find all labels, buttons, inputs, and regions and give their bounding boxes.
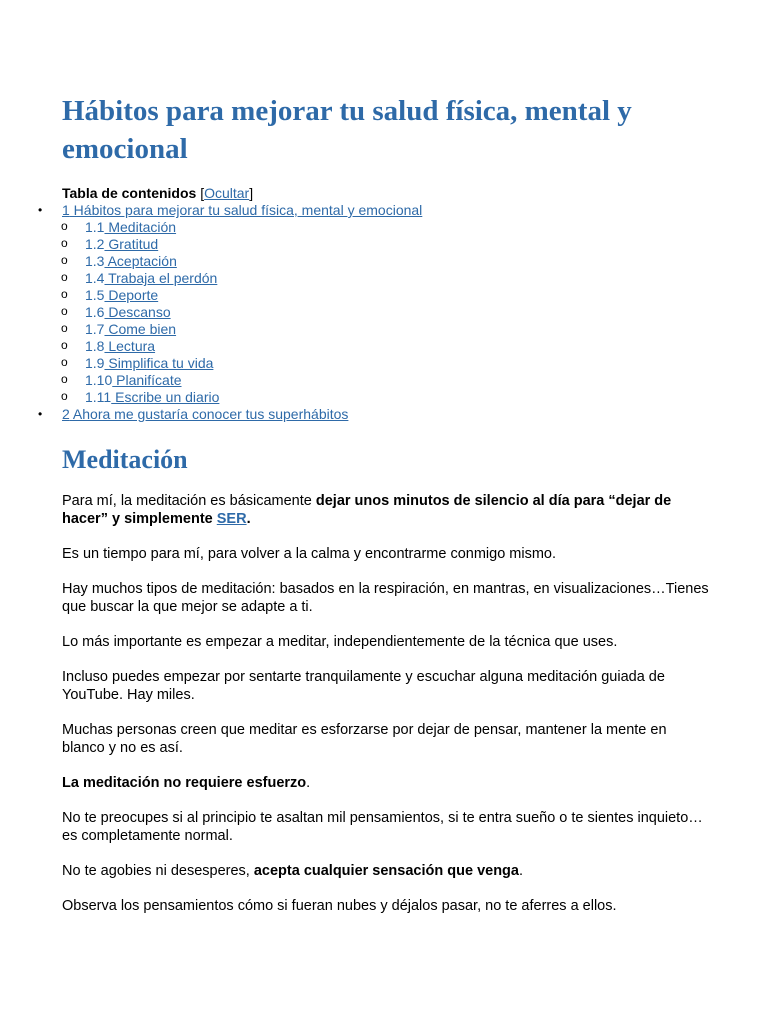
toc-item-2 bbox=[62, 406, 702, 423]
ser-link[interactable]: SER bbox=[216, 511, 247, 527]
toc-number: 1.8 bbox=[85, 338, 105, 354]
toc-hide-link[interactable]: Ocultar bbox=[204, 185, 250, 201]
toc-link-planificate[interactable]: Planifícate bbox=[112, 372, 182, 388]
toc-number: 1.10 bbox=[85, 372, 113, 388]
section-body bbox=[62, 492, 712, 932]
toc-link-simplifica[interactable]: Simplifica tu vida bbox=[104, 355, 214, 371]
toc-toggle-bracket-close: ] bbox=[249, 185, 254, 201]
paragraph: Hay muchos tipos de meditación: basados en la respiración, en mantras, en visualizaciones…Tienes que buscar la que mejor se adapte a ti. bbox=[62, 581, 709, 615]
toc-toggle-bracket-open: [ bbox=[200, 185, 205, 201]
paragraph: Muchas personas creen que meditar es esforzarse por dejar de pensar, mantener la mente en blanco y no es así. bbox=[62, 722, 667, 756]
toc-number: 1.11 bbox=[85, 389, 112, 405]
paragraph-text: No te agobies ni desesperes, bbox=[62, 863, 254, 879]
toc-number: 1 bbox=[62, 202, 70, 218]
toc-number: 1.1 bbox=[85, 219, 105, 235]
toc-link-diario[interactable]: Escribe un diario bbox=[111, 389, 220, 405]
toc-subitem-1-7 bbox=[62, 321, 702, 338]
toc-number: 1.3 bbox=[85, 253, 105, 269]
paragraph bbox=[62, 774, 712, 792]
paragraph: No te preocupes si al principio te asaltan mil pensamientos, si te entra sueño o te sientes inquieto…es completamente normal. bbox=[62, 810, 703, 844]
toc-number: 2 bbox=[62, 406, 70, 422]
toc-subitem-1-4 bbox=[62, 270, 702, 287]
toc-subitem-1-3 bbox=[62, 253, 702, 270]
toc-number: 1.9 bbox=[85, 355, 105, 371]
paragraph: Incluso puedes empezar por sentarte tranquilamente y escuchar alguna meditación guiada de YouTube. Hay miles. bbox=[62, 669, 665, 703]
toc-label: Hábitos para mejorar tu salud física, mental y emocional bbox=[69, 202, 423, 218]
page-title: Hábitos para mejorar tu salud física, mental y emocional bbox=[62, 95, 632, 165]
toc-link-aceptacion[interactable]: Aceptación bbox=[104, 253, 177, 269]
toc-number: 1.2 bbox=[85, 236, 105, 252]
toc-heading: Tabla de contenidos bbox=[62, 185, 197, 201]
toc-subitem-1-2 bbox=[62, 236, 702, 253]
toc-subitem-1-5 bbox=[62, 287, 702, 304]
bold-text: La meditación no requiere esfuerzo bbox=[62, 775, 307, 791]
paragraph-text: . bbox=[518, 863, 524, 879]
toc-number: 1.6 bbox=[85, 304, 105, 320]
toc-list bbox=[62, 202, 702, 423]
paragraph: Observa los pensamientos cómo si fueran nubes y déjalos pasar, no te aferres a ellos. bbox=[62, 898, 617, 914]
section-heading: Meditación bbox=[62, 445, 188, 474]
toc-number: 1.7 bbox=[85, 321, 105, 337]
toc-number: 1.5 bbox=[85, 287, 105, 303]
toc-subitem-1-10 bbox=[62, 372, 702, 389]
toc-item-1 bbox=[62, 202, 702, 406]
toc-subitem-1-8 bbox=[62, 338, 702, 355]
toc-link-2[interactable] bbox=[62, 406, 702, 423]
toc-link-deporte[interactable]: Deporte bbox=[104, 287, 159, 303]
toc-link-meditacion[interactable]: Meditación bbox=[104, 219, 177, 235]
paragraph: Lo más importante es empezar a meditar, independientemente de la técnica que uses. bbox=[62, 634, 618, 650]
bold-period: . bbox=[246, 511, 251, 527]
bold-text: acepta cualquier sensación que venga bbox=[253, 863, 519, 879]
toc-link-1[interactable] bbox=[62, 202, 702, 219]
table-of-contents bbox=[62, 185, 702, 423]
toc-subitem-1-1 bbox=[62, 219, 702, 236]
toc-subitem-1-11 bbox=[62, 389, 702, 406]
toc-link-come-bien[interactable]: Come bien bbox=[104, 321, 177, 337]
toc-link-perdon[interactable]: Trabaja el perdón bbox=[104, 270, 218, 286]
toc-link-gratitud[interactable]: Gratitud bbox=[104, 236, 159, 252]
paragraph bbox=[62, 862, 712, 880]
paragraph-text: . bbox=[306, 775, 311, 791]
toc-link-lectura[interactable]: Lectura bbox=[104, 338, 156, 354]
toc-subitem-1-9 bbox=[62, 355, 702, 372]
toc-link-descanso[interactable]: Descanso bbox=[104, 304, 171, 320]
toc-header bbox=[62, 185, 702, 202]
toc-number: 1.4 bbox=[85, 270, 105, 286]
paragraph: Es un tiempo para mí, para volver a la calma y encontrarme conmigo mismo. bbox=[62, 546, 557, 562]
bold-text: dejar unos minutos de silencio al día para “dejar de hacer” y simplemente bbox=[62, 493, 672, 527]
paragraph-text: Para mí, la meditación es básicamente bbox=[62, 493, 316, 509]
toc-sublist bbox=[62, 219, 702, 406]
toc-subitem-1-6 bbox=[62, 304, 702, 321]
toc-label: Ahora me gustaría conocer tus superhábitos bbox=[69, 406, 349, 422]
paragraph bbox=[62, 492, 712, 528]
